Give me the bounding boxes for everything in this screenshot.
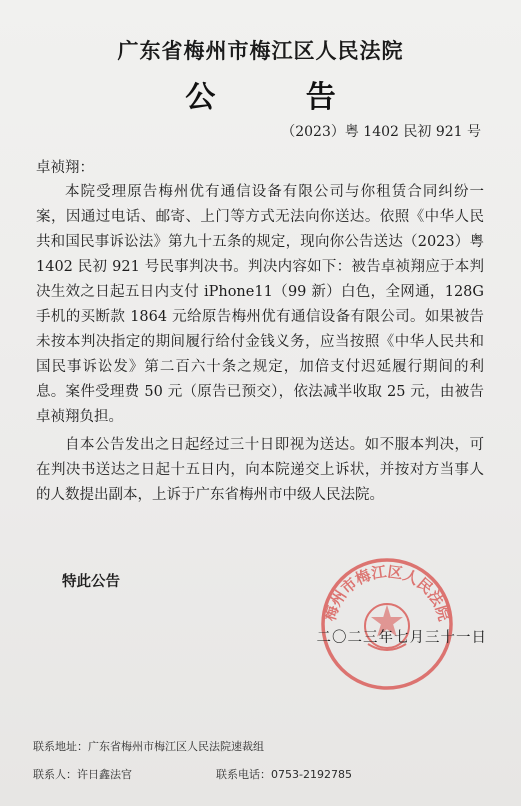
case-number: （2023）粤 1402 民初 921 号 — [281, 124, 481, 140]
seal-text: 梅州市梅江区人民法院 — [320, 562, 454, 624]
body-paragraph-appeal: 自本公告发出之日起经过三十日即视为送达。如不服本判决，可在判决书送达之日起十五日内，向本院递交上诉状，并按对方当事人的人数提出副本，上诉于广东省梅州市中级人民法院。 — [36, 437, 484, 503]
court-name: 广东省梅州市梅江区人民法院 — [117, 38, 404, 63]
court-seal — [312, 552, 462, 692]
body-paragraph-judgment: 本院受理原告梅州优有通信设备有限公司与你租赁合同纠纷一案，因通过电话、邮寄、上门等方式无法向你送达。依照《中华人民共和国民事诉讼法》第九十五条的规定，现向你公告送达（2023）粤 1402 民初 921 号民事判决书。判决内容如下：被告卓祯翔应于本判决生效之日起五日内支付 iPhone11（99 新）白色，全网通，128G 手机的买断款 1864 元给原告梅州优有通信设备有限公司。如果被告未按本判决指定的期间履行给付金钱义务，应当按照《中华人民共和国民事诉讼发》第二百六十条之规定，加倍支付迟延履行期间的利息。案件受理费 50 元（原告已预交），依法减半收取 25 元，由被告卓祯翔负担。 — [36, 184, 484, 425]
footer-address: 联系地址：广东省梅州市梅江区人民法院速裁组 — [33, 740, 264, 753]
addressee: 卓祯翔： — [36, 160, 94, 176]
footer-contact-person: 联系人：许日鑫法官 — [33, 768, 132, 781]
footer-phone: 联系电话：0753-2192785 — [216, 768, 352, 781]
issue-date: 二〇二三年七月三十一日 — [316, 630, 487, 646]
notice-body — [36, 180, 484, 508]
closing-phrase: 特此公告 — [62, 573, 120, 590]
notice-title: 公 告 — [185, 80, 376, 115]
